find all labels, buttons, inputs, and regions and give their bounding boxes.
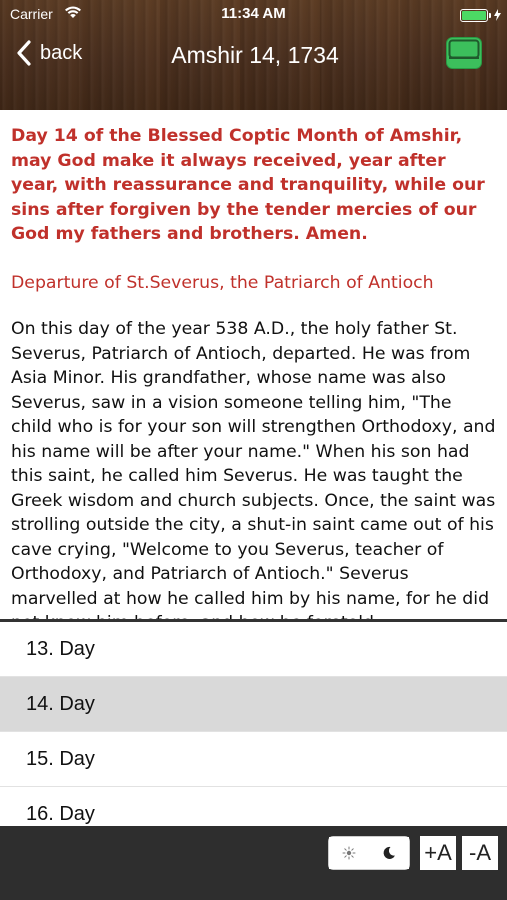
day-row-13[interactable]: [0, 622, 507, 677]
dark-theme-button[interactable]: [369, 837, 409, 869]
book-icon: [445, 36, 483, 70]
page-title: Amshir 14, 1734: [171, 42, 339, 68]
day-label: 15. Day: [26, 747, 95, 770]
saint-title: Departure of St.Severus, the Patriarch of Antioch: [11, 272, 434, 293]
bottom-toolbar: [0, 826, 507, 900]
charging-bolt-icon: [494, 8, 501, 26]
back-label: back: [40, 41, 83, 64]
day-label: 13. Day: [26, 637, 95, 660]
font-decrease-button[interactable]: -A: [462, 836, 498, 870]
chevron-left-icon: [14, 39, 34, 67]
moon-icon: [381, 845, 397, 861]
day-label: 14. Day: [26, 692, 95, 715]
nav-header: [0, 0, 507, 110]
sun-icon: [342, 846, 356, 860]
light-theme-button[interactable]: [329, 837, 369, 869]
back-button[interactable]: [14, 38, 82, 68]
day-label: 16. Day: [26, 802, 95, 825]
book-button[interactable]: [445, 36, 483, 70]
theme-toggle[interactable]: [328, 836, 410, 870]
day-list[interactable]: [0, 622, 507, 826]
story-paragraph: On this day of the year 538 A.D., the holy father St. Severus, Patriarch of Antioch, departed. He was from Asia Minor. His grandfather, whose name was also Severus, saw in a vision someone telling him, "The child who is for your son will strengthen Orthodoxy, and his name will be after your name." When his son had this saint, he called him Severus. He was taught the Greek wisdom and church subjects. Once, the saint was strolling outside the city, a shut-in saint came out of his cave crying, "Welcome to you Severus, teacher of Orthodoxy, and Patriarch of Antioch." Severus marvelled at how he called him by his name, for he did: [11, 319, 496, 609]
clock: 11:34 AM: [221, 5, 286, 22]
intro-paragraph: Day 14 of the Blessed Coptic Month of Amshir, may God make it always received, year after year, with reassurance and tranquility, while our sins after forgiven by the tender mercies of our God my fathers and brothers. Amen.: [11, 126, 485, 244]
status-bar: [0, 4, 507, 26]
synaxarium-content[interactable]: [0, 110, 507, 620]
carrier-label: Carrier: [10, 6, 53, 22]
battery-icon: [460, 9, 488, 22]
day-row-15[interactable]: [0, 732, 507, 787]
day-row-14[interactable]: [0, 677, 507, 732]
font-increase-button[interactable]: +A: [420, 836, 456, 870]
